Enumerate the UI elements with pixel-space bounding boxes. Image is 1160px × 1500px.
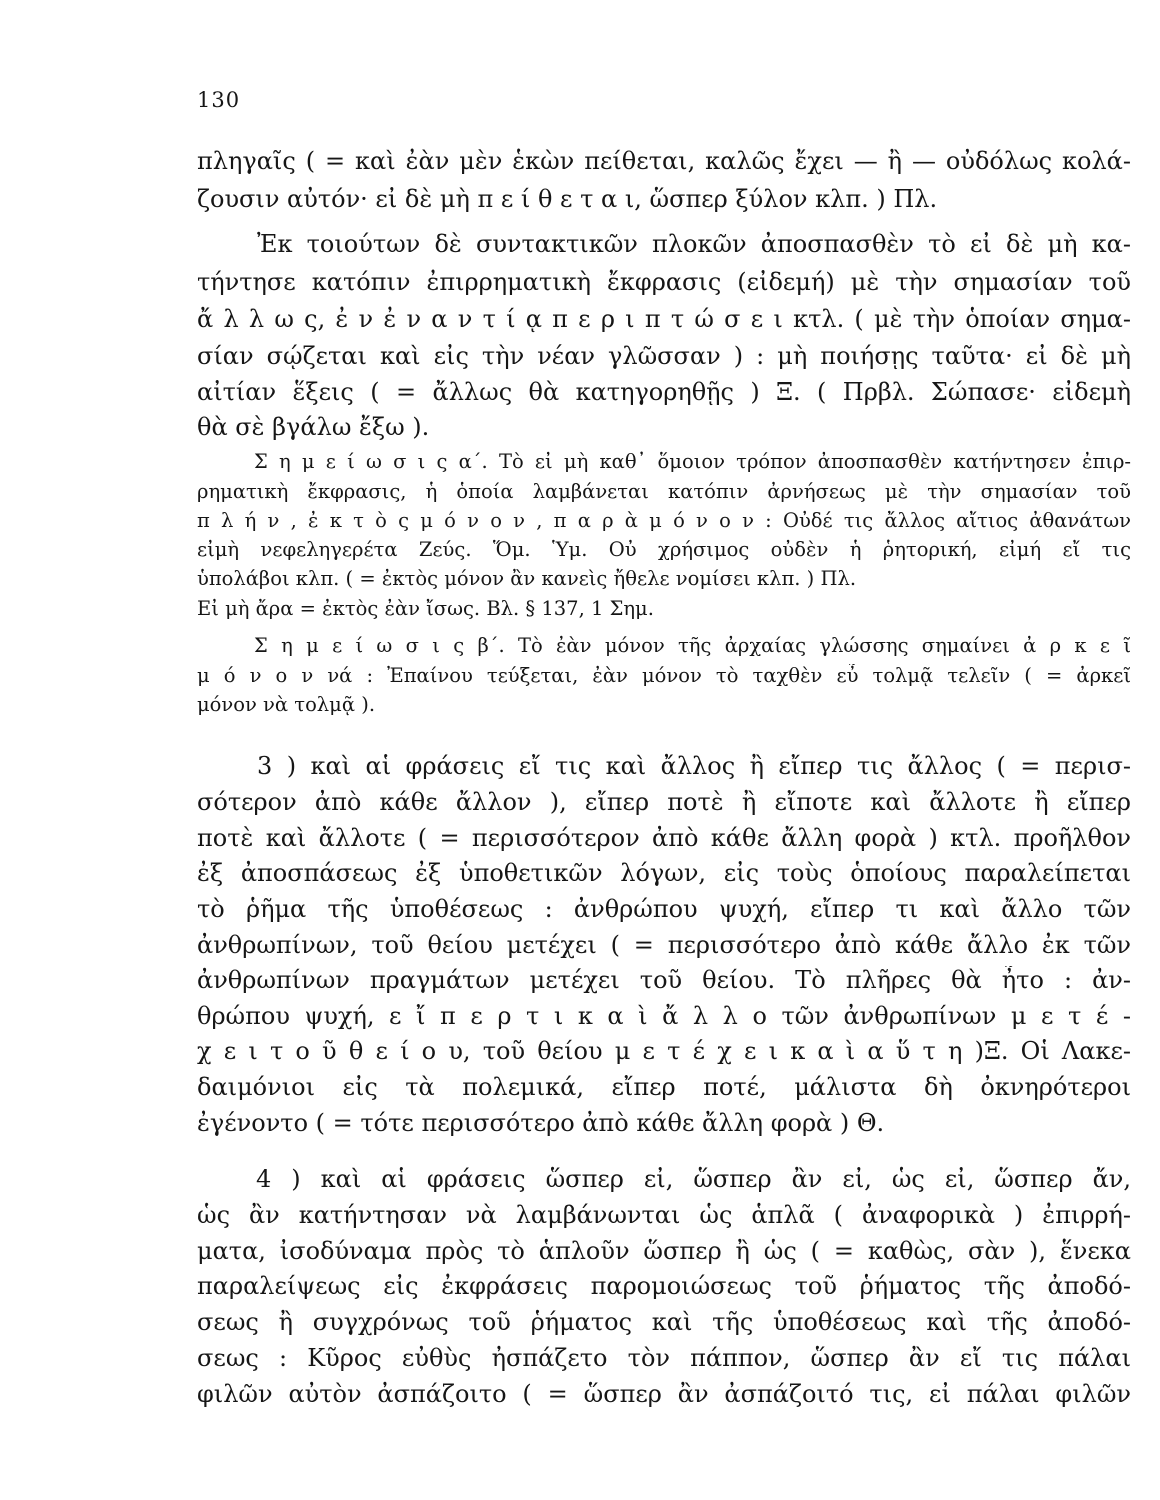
- text-line: ἐξ ἀποσπάσεως ἐξ ὑποθετικῶν λόγων, εἰς τοὺς ὁποίους παραλείπεται: [197, 859, 1131, 887]
- note-line: εἰμὴ νεφεληγερέτα Ζεύς. Ὅμ. Ὑμ. Οὐ χρήσιμος οὐδὲν ἡ ῥητορική, εἰμή εἴ τις: [197, 538, 1131, 561]
- text-line: σεως ἢ συγχρόνως τοῦ ῥήματος καὶ τῆς ὑποθέσεως καὶ τῆς ἀποδό-: [197, 1308, 1131, 1336]
- text-line: σότερον ἀπὸ κάθε ἄλλον ), εἴπερ ποτὲ ἢ εἴποτε καὶ ἄλλοτε ἢ εἴπερ: [197, 788, 1131, 816]
- note-line: μόνον νὰ τολμᾷ ).: [197, 693, 376, 716]
- text-line: χ ε ι τ ο ῦ θ ε ί ο υ, τοῦ θείου μ ε τ έ χ ε ι κ α ὶ α ὕ τ η )Ξ. Οἱ Λακε-: [197, 1037, 1131, 1065]
- note-line: Σ η μ ε ί ω σ ι ς β΄. Τὸ ἐὰν μόνον τῆς ἀρχαίας γλώσσης σημαίνει ἀ ρ κ ε ῖ: [254, 634, 1131, 657]
- text-line: σεως : Κῦρος εὐθὺς ἠσπάζετο τὸν πάππον, ὥσπερ ἂν εἴ τις πάλαι: [197, 1344, 1131, 1372]
- note-line: μ ό ν ο ν νά : Ἐπαίνου τεύξεται, ἐὰν μόνον τὸ ταχθὲν εὖ τολμᾷ τελεῖν ( = ἀρκεῖ: [197, 664, 1131, 687]
- page-number: 130: [197, 88, 241, 112]
- text-line: 4 ) καὶ αἱ φράσεις ὥσπερ εἰ, ὥσπερ ἂν εἰ, ὡς εἰ, ὥσπερ ἄν,: [256, 1165, 1131, 1193]
- note-line: Εἰ μὴ ἄρα = ἐκτὸς ἐὰν ἴσως. Βλ. § 137, 1 Σημ.: [197, 597, 654, 620]
- text-line: τὸ ῥῆμα τῆς ὑποθέσεως : ἀνθρώπου ψυχή, εἴπερ τι καὶ ἄλλο τῶν: [197, 895, 1131, 923]
- text-line: φιλῶν αὐτὸν ἀσπάζοιτο ( = ὥσπερ ἂν ἀσπάζοιτό τις, εἰ πάλαι φιλῶν: [197, 1380, 1131, 1408]
- text-line: αἰτίαν ἕξεις ( = ἄλλως θὰ κατηγορηθῇς ) Ξ. ( Πρβλ. Σώπασε· εἰδεμὴ: [197, 378, 1131, 406]
- text-line: παραλείψεως εἰς ἐκφράσεις παρομοιώσεως τοῦ ῥήματος τῆς ἀποδό-: [197, 1272, 1131, 1300]
- text-line: σίαν σῴζεται καὶ εἰς τὴν νέαν γλῶσσαν ) : μὴ ποιήσῃς ταῦτα· εἰ δὲ μὴ: [197, 342, 1131, 370]
- text-line: ἄ λ λ ω ς, ἐ ν ἐ ν α ν τ ί ᾳ π ε ρ ι π τ ώ σ ε ι κτλ. ( μὲ τὴν ὁποίαν σημα-: [197, 305, 1131, 333]
- text-line: Ἐκ τοιούτων δὲ συντακτικῶν πλοκῶν ἀποσπασθὲν τὸ εἰ δὲ μὴ κα-: [257, 230, 1131, 258]
- note-line: ὑπολάβοι κλπ. ( = ἐκτὸς μόνον ἂν κανεὶς ἤθελε νομίσει κλπ. ) Πλ.: [197, 567, 857, 590]
- note-line: Σ η μ ε ί ω σ ι ς α΄. Τὸ εἰ μὴ καθ᾽ ὅμοιον τρόπον ἀποσπασθὲν κατήντησεν ἐπιρ-: [254, 450, 1131, 473]
- text-line: ἀνθρωπίνων πραγμάτων μετέχει τοῦ θείου. Τὸ πλῆρες θὰ ἦτο : ἀν-: [197, 966, 1131, 994]
- text-line: δαιμόνιοι εἰς τὰ πολεμικά, εἴπερ ποτέ, μάλιστα δὴ ὀκνηρότεροι: [197, 1073, 1131, 1101]
- text-line: ὡς ἂν κατήντησαν νὰ λαμβάνωνται ὡς ἁπλᾶ ( ἀναφορικὰ ) ἐπιρρή-: [197, 1201, 1131, 1229]
- text-line: ματα, ἰσοδύναμα πρὸς τὸ ἁπλοῦν ὥσπερ ἢ ὡς ( = καθὼς, σὰν ), ἕνεκα: [197, 1237, 1131, 1265]
- text-line: ζουσιν αὐτόν· εἰ δὲ μὴ π ε ί θ ε τ α ι, ὥσπερ ξύλον κλπ. ) Πλ.: [197, 185, 938, 213]
- text-line: πληγαῖς ( = καὶ ἐὰν μὲν ἑκὼν πείθεται, καλῶς ἔχει — ἢ — οὐδόλως κολά-: [197, 147, 1131, 175]
- text-line: τήντησε κατόπιν ἐπιρρηματικὴ ἔκφρασις (εἰδεμή) μὲ τὴν σημασίαν τοῦ: [197, 268, 1131, 296]
- note-line: π λ ή ν , ἐ κ τ ὸ ς μ ό ν ο ν , π α ρ ὰ μ ό ν ο ν : Οὐδέ τις ἄλλος αἴτιος ἀθανάτων: [197, 509, 1131, 532]
- text-line: ἐγένοντο ( = τότε περισσότερο ἀπὸ κάθε ἄλλη φορὰ ) Θ.: [197, 1109, 885, 1137]
- text-line: θὰ σὲ βγάλω ἔξω ).: [197, 413, 430, 441]
- text-line: θρώπου ψυχή, ε ἴ π ε ρ τ ι κ α ὶ ἄ λ λ ο τῶν ἀνθρωπίνων μ ε τ έ -: [197, 1002, 1131, 1030]
- note-line: ρηματικὴ ἔκφρασις, ἡ ὁποία λαμβάνεται κατόπιν ἀρνήσεως μὲ τὴν σημασίαν τοῦ: [197, 480, 1131, 503]
- text-line: ἀνθρωπίνων, τοῦ θείου μετέχει ( = περισσότερο ἀπὸ κάθε ἄλλο ἐκ τῶν: [197, 931, 1131, 959]
- text-line: ποτὲ καὶ ἄλλοτε ( = περισσότερον ἀπὸ κάθε ἄλλη φορὰ ) κτλ. προῆλθον: [197, 824, 1131, 852]
- text-line: 3 ) καὶ αἱ φράσεις εἴ τις καὶ ἄλλος ἢ εἴπερ τις ἄλλος ( = περισ-: [257, 752, 1131, 780]
